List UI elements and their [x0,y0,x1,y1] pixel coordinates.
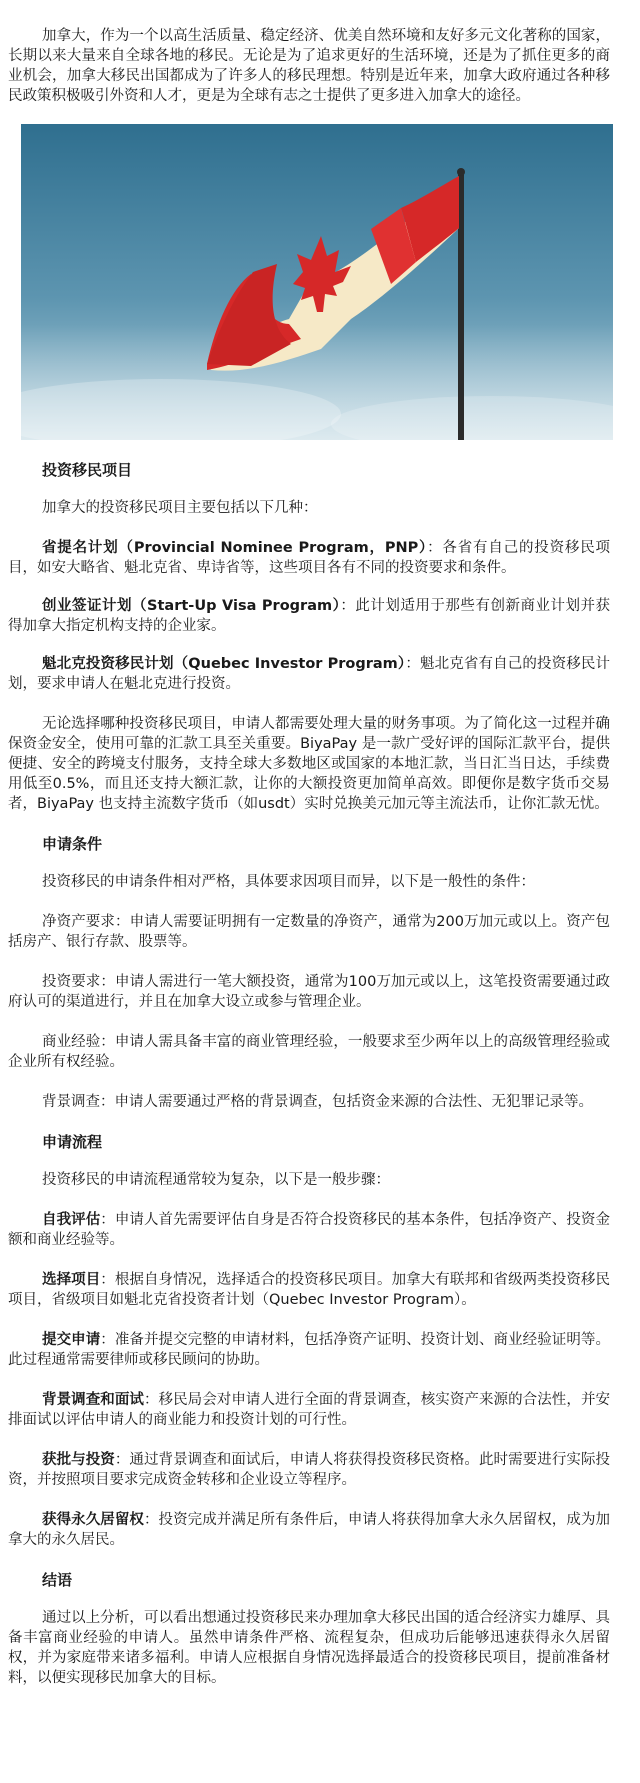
condition-item: 投资要求：申请人需进行一笔大额投资，通常为100万加元或以上，这笔投资需要通过政府认可的渠道进行，并且在加拿大设立或参与管理企业。 [8,974,610,1010]
section-heading-investment: 投资移民项目 [42,461,133,479]
process-lead: 投资移民的申请流程通常较为复杂，以下是一般步骤： [42,1172,390,1188]
investment-closing: 无论选择哪种投资移民项目，申请人都需要处理大量的财务事项。为了简化这一过程并确保资金安全，使用可靠的汇款工具至关重要。BiyaPay 是一款广受好评的国际汇款平台，提供便捷、安全的跨境支付服务，支持全球大多数地区或国家的本地汇款，当日汇当日达，手续费用低至0.5%，而且还支持大额汇款，让你的大额投资更加简单高效。即便你是数字货币交易者，BiyaPay 也支持主流数字货币（如usdt）实时兑换美元加元等主流法币，让你汇款无忧。 [8,716,610,812]
section-heading-conclusion: 结语 [42,1571,73,1589]
conditions-lead: 投资移民的申请条件相对严格，具体要求因项目而异，以下是一般性的条件： [42,874,535,890]
process-step: 获批与投资：通过背景调查和面试后，申请人将获得投资移民资格。此时需要进行实际投资，并按照项目要求完成资金转移和企业设立等程序。 [8,1452,611,1488]
process-step: 获得永久居留权：投资完成并满足所有条件后，申请人将获得加拿大永久居留权，成为加拿大的永久居民。 [8,1512,611,1548]
condition-item: 背景调查：申请人需要通过严格的背景调查，包括资金来源的合法性、无犯罪记录等。 [42,1094,593,1110]
intro-paragraph: 加拿大，作为一个以高生活质量、稳定经济、优美自然环境和友好多元文化著称的国家，长期以来大量来自全球各地的移民。无论是为了追求更好的生活环境，还是为了抓住更多的商业机会，加拿大移民出国都成为了许多人的移民理想。特别是近年来，加拿大政府通过各种移民政策积极吸引外资和人才，更是为全球有志之士提供了更多进入加拿大的途径。 [8,28,610,104]
condition-item: 净资产要求：申请人需要证明拥有一定数量的净资产，通常为200万加元或以上。资产包括房产、银行存款、股票等。 [8,914,610,950]
section-heading-conditions: 申请条件 [42,835,103,853]
list-item: 魁北克投资移民计划（Quebec Investor Program）：魁北克省有自己的投资移民计划，要求申请人在魁北克进行投资。 [8,656,611,692]
process-step: 提交申请：准备并提交完整的申请材料，包括净资产证明、投资计划、商业经验证明等。此过程通常需要律师或移民顾问的协助。 [8,1332,610,1368]
conclusion-paragraph: 通过以上分析，可以看出想通过投资移民来办理加拿大移民出国的适合经济实力雄厚、具备丰富商业经验的申请人。虽然申请条件严格、流程复杂，但成功后能够迅速获得永久居留权，并为家庭带来诸多福利。申请人应根据自身情况选择最适合的投资移民项目，提前准备材料，以便实现移民加拿大的目标。 [8,1610,610,1686]
investment-lead: 加拿大的投资移民项目主要包括以下几种： [42,500,318,516]
list-item: 省提名计划（Provincial Nominee Program，PNP）：各省有自己的投资移民项目，如安大略省、魁北克省、卑诗省等，这些项目各有不同的投资要求和条件。 [8,540,611,576]
process-step: 自我评估：申请人首先需要评估自身是否符合投资移民的基本条件，包括净资产、投资金额和商业经验等。 [8,1212,610,1248]
process-step: 选择项目：根据自身情况，选择适合的投资移民项目。加拿大有联邦和省级两类投资移民项目，省级项目如魁北克省投资者计划（Quebec Investor Program）。 [8,1272,610,1308]
process-step: 背景调查和面试：移民局会对申请人进行全面的背景调查，核实资产来源的合法性，并安排面试以评估申请人的商业能力和投资计划的可行性。 [8,1392,611,1428]
section-heading-process: 申请流程 [42,1133,103,1151]
list-item: 创业签证计划（Start-Up Visa Program）：此计划适用于那些有创新商业计划并获得加拿大指定机构支持的企业家。 [8,598,611,634]
condition-item: 商业经验：申请人需具备丰富的商业管理经验，一般要求至少两年以上的高级管理经验或企业所有权经验。 [8,1034,610,1070]
canada-flag-image [21,124,613,440]
